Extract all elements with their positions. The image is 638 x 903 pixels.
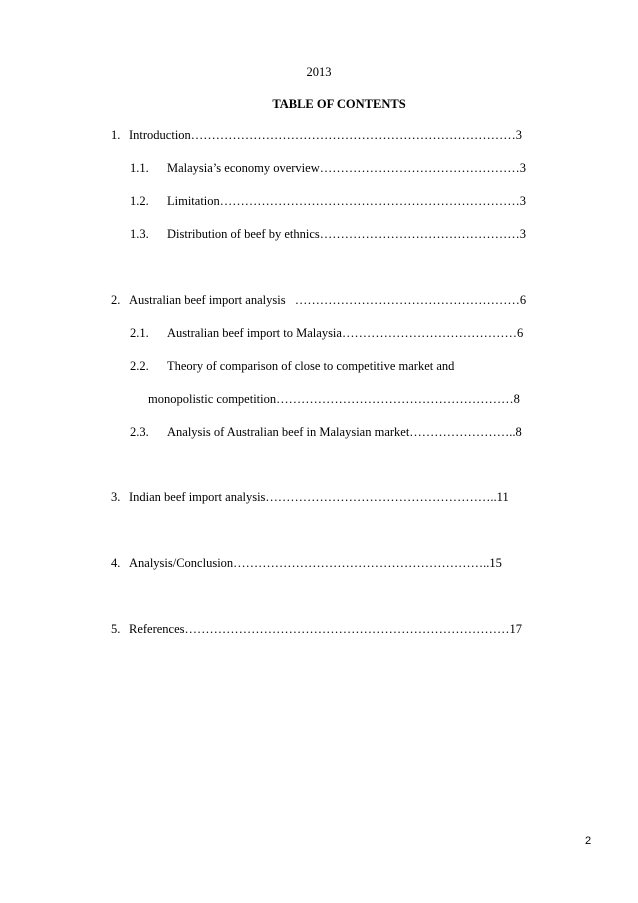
toc-entry-number: 1.2. [130,194,149,208]
toc-entry-text: Limitation………………………………………………………………3 [167,194,527,208]
toc-entry-text: Introduction……………………………………………………………………3 [129,128,523,142]
toc-entry-number: 1.1. [130,161,149,175]
toc-entry-text: Malaysia’s economy overview…………………………………………3 [167,161,526,175]
toc-entry-number: 1. [111,128,121,142]
toc-entry-number: 5. [111,622,121,636]
toc-entry-text: Distribution of beef by ethnics…………………………………………3 [167,227,526,241]
document-year: 2013 [306,65,332,79]
toc-entry-text: Australian beef import to Malaysia……………………………………6 [167,326,524,340]
toc-entry-text: Analysis of Australian beef in Malaysian market……………………..8 [167,425,522,439]
toc-entry-text-continued: monopolistic competition…………………………………………………8 [148,392,520,406]
toc-entry-number: 2.2. [130,359,149,373]
toc-title: TABLE OF CONTENTS [272,97,406,111]
toc-entry-number: 1.3. [130,227,149,241]
toc-entry-text: Australian beef import analysis ………………………………………………6 [129,293,527,307]
toc-entry-number: 2. [111,293,121,307]
toc-entry-number: 3. [111,490,121,504]
toc-entry-number: 2.1. [130,326,149,340]
page-number: 2 [585,835,592,847]
toc-entry-number: 4. [111,556,121,570]
toc-entry-number: 2.3. [130,425,149,439]
toc-entry-text: Indian beef import analysis………………………………………………..11 [129,490,509,504]
toc-entry-text: References……………………………………………………………………17 [129,622,523,636]
toc-entry-text: Theory of comparison of close to competitive market and [167,359,455,373]
toc-entry-text: Analysis/Conclusion……………………………………………………..15 [129,556,502,570]
